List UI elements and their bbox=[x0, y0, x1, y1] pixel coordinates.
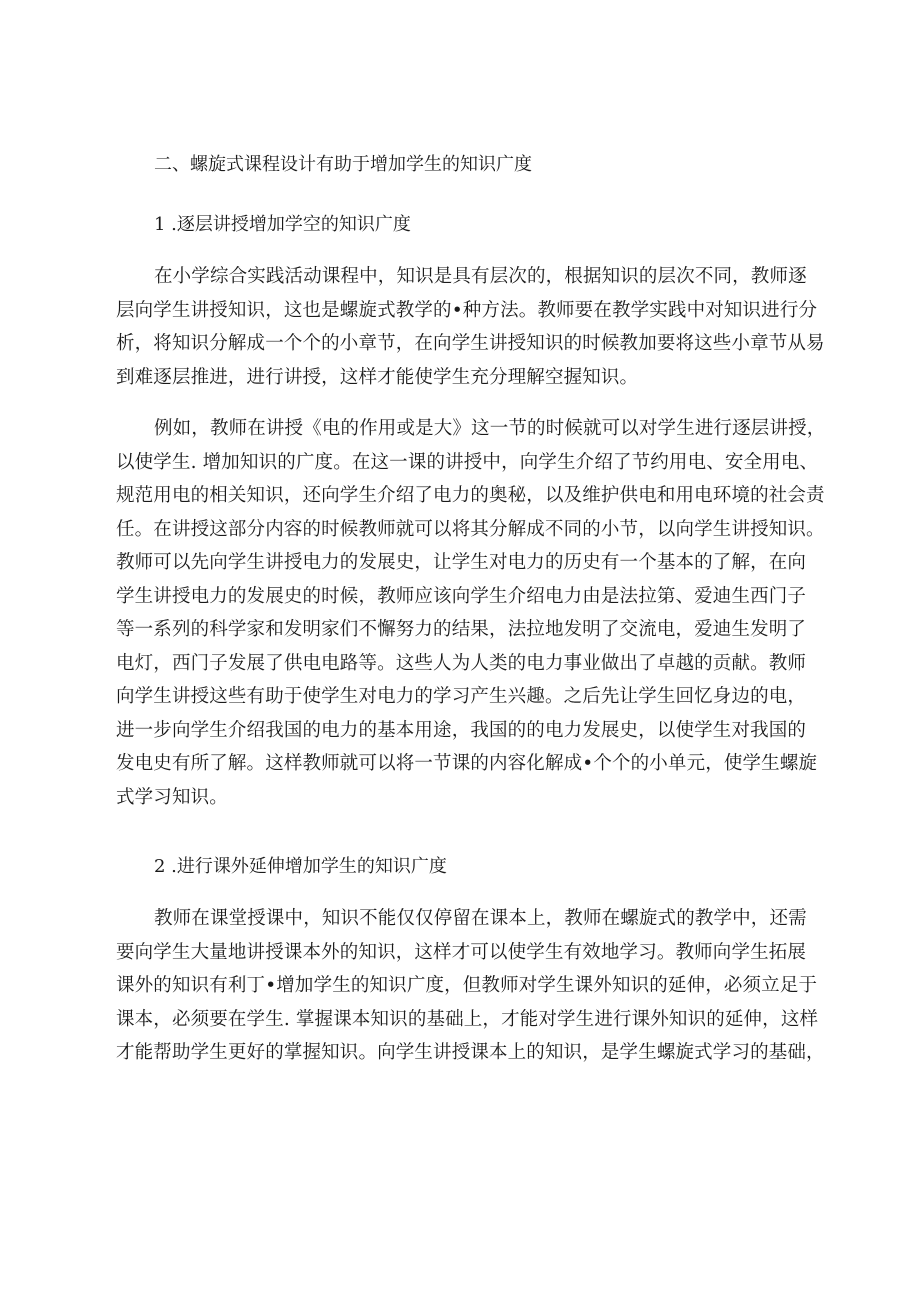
text-line: 教师可以先向学生讲授电力的发展史，让学生对电力的历史有一个基本的了解，在向 bbox=[116, 552, 807, 573]
text-line: 等一系列的科学家和发明家们不懈努力的结果，法拉地发明了交流电，爱迪生发明了 bbox=[116, 619, 807, 640]
subsection-title-2: 2 .进行课外延伸增加学生的知识广度 bbox=[154, 856, 447, 877]
text-line: 要向学生大量地讲授课本外的知识，这样才可以使学生有效地学习。教师向学生拓展 bbox=[116, 941, 807, 963]
text-line: 以使学生. 增加知识的广度。在这一课的讲授中，向学生介绍了节约用电、安全用电、 bbox=[116, 451, 819, 473]
text-line: 任。在讲授这部分内容的时候教师就可以将其分解成不同的小节，以向学生讲授知识。 bbox=[116, 518, 825, 540]
text-line: 在小学综合实践活动课程中，知识是具有层次的，根据知识的层次不同，教师逐 bbox=[154, 266, 807, 287]
text-line: 发电史有所了解。这样教师就可以将一节课的内容化解成•个个的小单元，使学生螺旋 bbox=[116, 753, 818, 774]
text-line: 课本，必须要在学生. 掌握课本知识的基础上，才能对学生进行课外知识的延伸，这样 bbox=[116, 1008, 819, 1030]
text-line: 层向学生讲授知识，这也是螺旋式教学的•种方法。教师要在教学实践中对知识进行分 bbox=[116, 299, 818, 321]
text-line: 式学习知识。 bbox=[116, 786, 228, 808]
paragraph-2 bbox=[116, 412, 824, 814]
spacer bbox=[116, 832, 824, 852]
text-line: 电灯，西门子发展了供电电路等。这些人为人类的电力事业做出了卓越的贡献。教师 bbox=[116, 652, 807, 674]
text-line: 例如，教师在讲授《电的作用或是大》这一节的时候就可以对学生进行逐层讲授， bbox=[154, 418, 826, 439]
subsection-title-1: 1 .逐层讲授增加学空的知识广度 bbox=[154, 214, 411, 235]
text-line: 向学生讲授这些有助于使学生对电力的学习产生兴趣。之后先让学生回忆身边的电， bbox=[116, 686, 807, 707]
text-line: 规范用电的相关知识，还向学生介绍了电力的奥秘，以及维护供电和用电环境的社会责 bbox=[116, 485, 825, 506]
text-line: 课外的知识有利丁•增加学生的知识广度，但教师对学生课外知识的延伸，必须立足于 bbox=[116, 975, 818, 996]
text-line: 进一步向学生介绍我国的电力的基本用途，我国的的电力发展史，以使学生对我国的 bbox=[116, 719, 807, 741]
text-line: 教师在课堂授课中，知识不能仅仅停留在课本上，教师在螺旋式的教学中，还需 bbox=[154, 908, 807, 929]
paragraph-1 bbox=[116, 260, 824, 394]
section-heading: 二、螺旋式课程设计有助于增加学生的知识广度 bbox=[154, 154, 532, 175]
paragraph-3 bbox=[116, 902, 824, 1070]
text-line: 才能帮助学生更好的掌握知识。向学生讲授课本上的知识，是学生螺旋式学习的基础， bbox=[116, 1042, 825, 1063]
text-line: 到难逐层推进，进行讲授，这样才能使学生充分理解空握知识。 bbox=[116, 366, 639, 388]
text-line: 析，将知识分解成一个个的小章节，在向学生讲授知识的时候教加要将这些小章节从易 bbox=[116, 333, 825, 354]
text-line: 学生讲授电力的发展史的时候，教师应该向学生介绍电力由是法拉第、爱迪生西门子 bbox=[116, 585, 807, 607]
